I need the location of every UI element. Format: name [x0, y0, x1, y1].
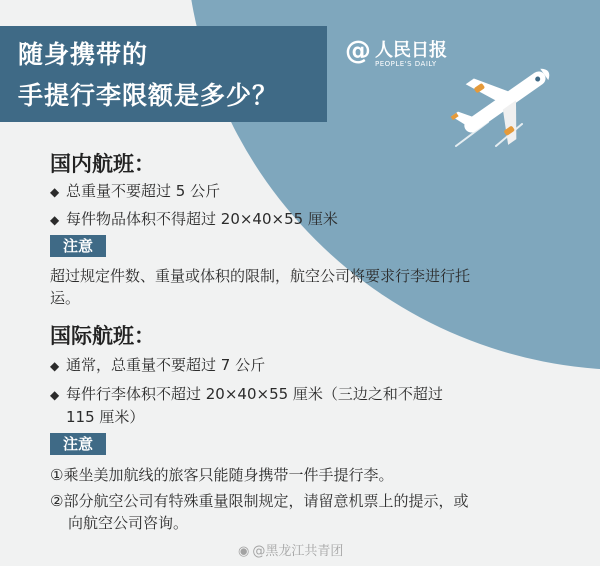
domestic-note-text — [50, 265, 550, 309]
page-title-line1: 随身携带的 — [18, 40, 149, 69]
international-item-volume-line1: 每件行李体积不超过 20×40×55 厘米（三边之和不超过 — [66, 385, 443, 403]
international-note-text — [50, 464, 550, 534]
domestic-note-line2: 运。 — [50, 289, 81, 307]
title-banner — [0, 26, 327, 122]
logo-name: 人民日报 — [375, 40, 447, 61]
international-note-2-line2: 向航空公司咨询。 — [68, 514, 189, 532]
international-note-1: ①乘坐美加航线的旅客只能随身携带一件手提行李。 — [50, 466, 394, 484]
domestic-note-line1: 超过规定件数、重量或体积的限制，航空公司将要求行李进行托 — [50, 267, 471, 285]
airplane-icon — [448, 50, 564, 150]
international-heading: 国际航班： — [50, 324, 155, 348]
international-item-volume — [50, 383, 443, 427]
domestic-heading: 国内航班： — [50, 152, 155, 176]
international-note-label: 注意 — [50, 433, 106, 455]
page-title-line2: 手提行李限额是多少？ — [18, 81, 279, 110]
domestic-item-weight — [50, 180, 220, 201]
weibo-icon: ◉ — [238, 544, 250, 559]
logo-at: @ — [345, 36, 371, 66]
diamond-bullet-icon: ◆ — [50, 213, 60, 227]
domestic-item-weight-text: 总重量不要超过 5 公斤 — [66, 182, 221, 200]
international-item-weight-text: 通常，总重量不要超过 7 公斤 — [66, 356, 266, 374]
logo-subtitle: PEOPLE'S DAILY — [375, 60, 437, 68]
diamond-bullet-icon: ◆ — [50, 359, 60, 373]
international-item-weight — [50, 354, 265, 375]
domestic-item-volume — [50, 208, 338, 229]
domestic-item-volume-text: 每件物品体积不得超过 20×40×55 厘米 — [66, 210, 338, 228]
international-note-2-line1: ②部分航空公司有特殊重量限制规定，请留意机票上的提示，或 — [50, 492, 469, 510]
watermark-text: @黑龙江共青团 — [252, 544, 344, 559]
international-item-volume-line2: 115 厘米） — [66, 408, 145, 426]
watermark — [238, 540, 343, 559]
diamond-bullet-icon: ◆ — [50, 185, 60, 199]
domestic-note-label: 注意 — [50, 235, 106, 257]
diamond-bullet-icon: ◆ — [50, 388, 60, 402]
